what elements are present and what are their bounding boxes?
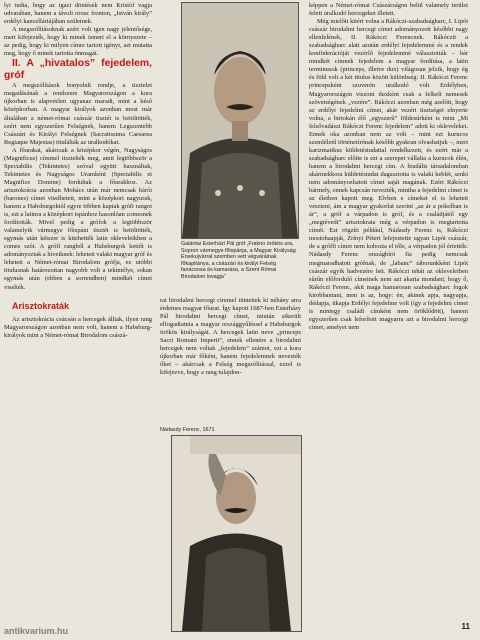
portrait-esterhazy-image: [181, 2, 299, 239]
paragraph: A megszólításoknak azért volt igen nagy jelentősége, mert kifejezték, hogy ki minek ismert el a környezete – az pedig, hogy ki milyen címre tartott igényt, azt mutatta meg, hogy ő minek tartotta önmagát.: [4, 26, 152, 58]
portrait-illustration: [182, 3, 298, 238]
column-middle: [160, 297, 301, 377]
paragraph: rai birodalmi hercegi címmel tüntettek ki néhány arra érdemes magyar főurat. Így kapott 1687-ben Esterházy Pál birodalmi hercegi címet, miután sikerült elfogadtatnia a magyar országgyűléssel a Habsburgok örökös királyságát. A hercegek latin neve „princeps Sacri Romani Imperii”, ennek ellenére a birodalmi hercegek nem voltak „fejedelem” számot, ezt a kora újkorban már főként, hanem fejedelemnek nevezték őket – akárcsak a Felség megszólítással, ezzel is kifejezve, hogy a rang tulajdon-: [160, 297, 301, 377]
paragraph: A főurakat, akárcsak a középkor végén, Nagyságos (Magnificus) címmel tisztelték meg, amit legtöbbször a Spectabilis (Tekintetes) szóval együtt használtak, Tekintetes és Nagyságos Uramként (Spectabilis et Magnifice Domine) fordultak a főurakhoz. Az arisztokrácia azonban Mohács után már nemcsak bárói (barones) címet viselhetett, mint a középkori nagyurak, hanem a Habsburgoktól egyre többen kaptak grófi rangot is, ezt a latinra a középkori ispánhoz hasonlóan comesnek fordították. Mivel pedig a grófok a legtöbbször valamelyik vármegye főispáni tisztét is betöltötték, egymás után kétszer is kitehették latin okleveleikben a comes szót. A grófi rangból a Habsburgok kettőt is adományoztak a híveiknek: lehetett valaki magyar gróf és lehetett a Német-római Birodalom grófja, ez utóbbi titulusnak határozottan nagyobb volt a tekintélye, sokan egymás után (ebben a sorrendben) mindkét címet viselték.: [4, 146, 152, 291]
paragraph: A megszólítások bonyolult rendje, a tisztelet megadásának a rendszere Magyarországon a kora újkorban is alapvetően ugyanaz maradt, mint a késő középkorban. A magyar királyok azonban most már általában a német-római császár tisztét is betöltötték, ezért nem egyszerűen Felségnek, hanem Legszentebb Császári és Királyi Felségnek (Sacratissima Caesarea Regiaque Majestas) titulálták az uralkodókat.: [4, 82, 152, 146]
paragraph: képpen a Német-római Császárságon belül valamely terület felett uralkodó hercegeket illetett.: [309, 2, 468, 18]
portrait-nadasdy-image: [171, 435, 302, 632]
watermark: antikvarium.hu: [4, 626, 69, 636]
portrait-illustration: [172, 436, 301, 631]
paragraph: Még mielőtt kitért volna a Rákóczi-szabadságharc, I. Lipót császár birodalmi hercegi címet adományozott későbbi nagy ellenfelének, II. Rákóczi Ferencnek. Rákóczit a szabadságharc alatt azután erdélyi fejedelemmé és a rendek konföderációját vezérlő fejedelemmé választották – bár mindkét címnek fejedelem a magyar fordítása, a latin terminusok (princeps, illetve dux) világosan jelzik, hogy ég és föld volt a két titulus között különbség: II. Rákóczi Ferenc princepsként szuverén uralkodó volt Erdélyben, Magyarországon viszont duxként csak a felkelt nemesek szövetségének „vezére”. Rákóczi azonban még azelőtt, hogy az erdélyi fejedelmi címet, akár vezéri tisztséget elnyerte volna, a birtokán élő „egyszerű” földesúrként is mint „Mi felsővadászi Rákóczi Ferenc fejedelem” adott ki okleveleket. Ennek oka azonban nem az volt – mint ezt kurucos szemléletű történetírónak később gyakran olvashatjuk –, mert karizmatikus küldetéstudattal rendelkezett, és ezért már a szabadságharc előtte is ezt a szerepet vállalta a kurucok élén, hanem a birodalmi hercegi cím. A feudális társadalomban akármekkora küldetéstudat dagasztotta is valaki keblét, senki nem adományozhatott címet saját magának. Ezért Rákóczi bármely, ennek kapcsán nevezték, mintha a fejedelmi címet is az életben kapott meg. Elvben e címeket el is lehetett veszteni, ám a magyar gyakorlat szerint „az ár a pokolban is ár”, a gróf a várpadon is gróf, és a családjától egy „megtévedt” arisztokrata még a vérpadon is megtartotta címét. Ezt rögzíti például, Nádasdy Ferenc is, Rákóczi mostohaapját, Zrínyi Pétert lefejeztette ugyan Lipót császár, de a gróffi címet nem kobozta el tőle, a vérpadon jól értették: Nádasdy Ferenc országbíró fia pedig nemcsak megmaradhatott grófnak, de „labanc” táborunkként Lipót császár egyik hadvezére lett. Rákóczi tehát az okleveleiben sűrűn előforduló címeinek nem azt akarta mondani, hogy ő, Rákóczi Ferenc, akit maga hamarosan szabadságharc fogok kirobbantani, nem is az, hogy: én, akinek apja, nagyapja, dédapja, ükapja Erdélyi fejedelme volt (így a fejedelmi címet is mintegy családi címként nem öröklődött), hanem egyszerűen csak leforított magyarra azt a birodalmi hercegi címet, amelyet nem: [309, 18, 468, 331]
caption-esterhazy: Galántai Esterházi Pál gróf „Frakno örökös ura, Sopron vármegye főispánja, a Magyar Királyság Érsekujvárral szemben vett végváráinak főkapitánya, a császári és királyi Felség fanácsosa és kamarása, a Szent Római Birodalom lovagja”: [181, 241, 296, 280]
caption-nadasdy: Nádasdy Ferenc, 1671: [160, 427, 215, 433]
page-number: 11: [461, 622, 470, 631]
column-left: [4, 2, 152, 340]
section-heading: Arisztokraták: [12, 300, 70, 311]
section-heading: II. A „hivatalos” fejedelem, gróf: [4, 58, 152, 82]
paragraph: Az arisztokrácia csúcsán a hercegek álltak, ilyen rang Magyarországon azonban nem volt, hanem a Habsburg-királyok mint a Német-római Birodalom császá-: [4, 315, 152, 339]
column-right: [309, 2, 468, 332]
paragraph: lyi tudta, hogy az igazi döntések nem Kristóf vagja udvarában, hanem a távoli orosz fronton, „István király” erdélyi kancelláriájában születnek.: [4, 2, 152, 26]
